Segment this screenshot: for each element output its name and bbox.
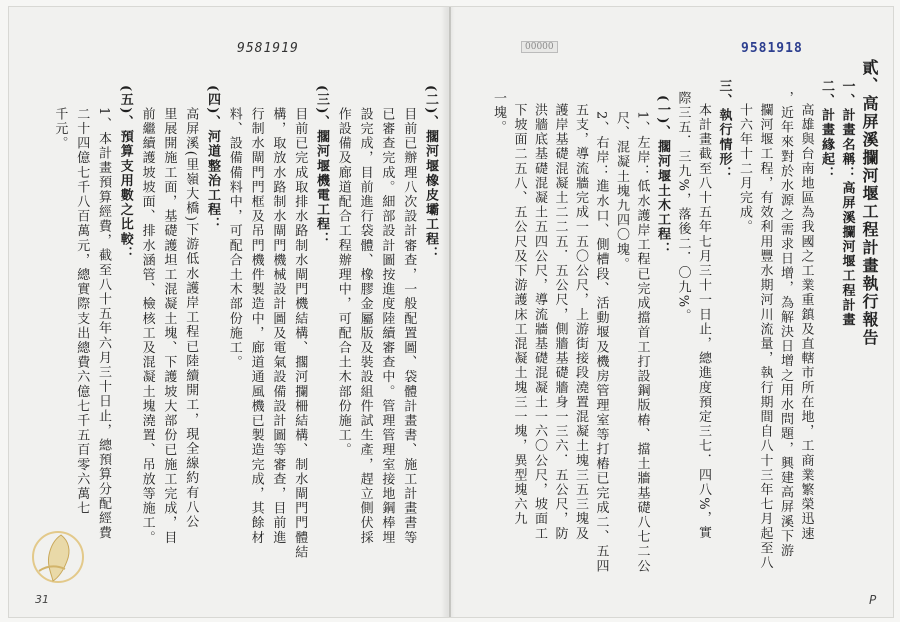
handwritten-number: 9581919	[237, 41, 299, 56]
right-text-column: 五支，導流牆完成一五〇公尺，上游街接段澆置混凝土塊三五三塊及	[573, 103, 588, 541]
right-text-column: 洪牆底基礎混凝土五四公尺，導流牆基礎混凝土一六〇公尺，坡面工	[532, 103, 547, 541]
document-spread	[8, 6, 894, 618]
page-number: 31	[35, 593, 49, 606]
right-text-column: 下坡面二五八、五公尺及下游護床工混凝土塊三一塊，異型塊六九	[511, 103, 527, 527]
right-page	[451, 7, 893, 617]
right-text-column: 高雄與台南地區為我國之工業重鎮及直轄市所在地，工商業繁榮迅速	[798, 103, 814, 541]
right-text-column: 一、計畫名稱：高屏溪攔河堰工程計畫	[839, 79, 855, 328]
taiwan-map-logo-icon	[31, 527, 85, 587]
right-text-column: 際三五．三九%，落後二．〇九%。	[675, 91, 691, 324]
right-text-column: ，近年來對於水源之需求日增，為解決日增之用水問題，興建高屏溪下游	[778, 91, 793, 559]
left-text-column: 作設備及廊道配合工程辦理中，可配合土木部份施工。	[335, 107, 351, 458]
right-text-column: 一塊。	[491, 91, 506, 135]
left-text-column: (三)、擱河堰機電工程：	[314, 85, 329, 247]
right-text-column: 2、右岸：進水口、側槽段、活動堰及機房管理室等打樁已完成二、五四	[593, 111, 609, 574]
right-text-column: 本計畫截至八十五年七月三十一日止，總進度預定三七．四八%，實	[696, 103, 711, 541]
left-text-column: 里展開施工面，基礎護坦工混凝土塊、下護坡大部份已施工完成，目	[161, 107, 177, 545]
right-text-column: 貳、高屏溪攔河堰工程計畫執行報告	[860, 59, 879, 347]
left-page	[9, 7, 451, 617]
right-text-column: 1、左岸：低水護岸工程已完成擋首工打設鋼版樁、擋土牆基礎八七二公	[634, 111, 650, 574]
small-stamp: 00000	[521, 41, 558, 53]
left-text-column: 目前已辦理八次設計審查，一般配置圖、袋體計畫書、施工計畫書等	[401, 107, 417, 545]
right-text-column: 二、計畫緣起：	[819, 79, 834, 182]
right-text-column: 十六年十二月完成。	[737, 103, 752, 235]
left-text-column: 設完成，目前進行袋體、橡膠金屬版及裝設組件試生產，趕立側伏採	[357, 107, 373, 545]
stamp-number: 9581918	[741, 41, 803, 56]
left-text-column: 1、本計畫預算經費，截至八十五年六月三十日止，總預算分配經費	[96, 107, 111, 541]
left-text-column: 千元。	[52, 107, 68, 151]
right-text-column: 攔河堰工程，有效利用豐水期河川流量，執行期間自八十三年七月起至八	[757, 103, 773, 571]
left-text-column: (二)、擱河堰橡皮壩工程：	[423, 85, 438, 262]
left-text-column: (四)、河道整治工程：	[205, 85, 220, 232]
page-mark: P	[869, 593, 877, 607]
left-text-column: (五)、預算支用數之比較：	[117, 85, 133, 262]
left-text-column: 目前已完成取排水路制水閘門機結構、擱河攔柵結構、制水閘門門體結	[292, 107, 308, 560]
left-text-column: 二十四億七千八百萬元，總實際支出總費六億七千五百零六萬七	[74, 107, 90, 516]
right-text-column: 尺、混凝土塊九四〇塊。	[614, 111, 629, 272]
left-text-column: 行制水閘門門框及吊門機件製造中，廊道通風機已製造完成，其餘材	[248, 107, 264, 545]
right-text-column: (一)、擱河堰土木工程：	[655, 95, 670, 257]
right-text-column: 三、執行情形：	[716, 79, 732, 182]
left-text-column: 構，取放水路制水閘門機械設計圖及電氣設備設計圖等審查，目前進	[270, 107, 286, 545]
left-text-column: 高屏溪(里嶺大橋)下游低水護岸工程已陸續開工，現全線約有八公	[183, 107, 199, 530]
left-text-column: 前繼續護坡坡面、排水涵管、檢核工及混凝土塊澆置、吊放等施工。	[139, 107, 155, 545]
left-text-column: 已審查完成。細部設計圖按進度陸續審查中。管理管理室接地鋼棒埋	[379, 107, 395, 545]
right-text-column: 護岸基礎混凝土二二五．五公尺，側牆基礎牆身一三六．五公尺，防	[552, 103, 568, 541]
left-text-column: 料、設備備料中，可配合土木部份施工。	[226, 107, 242, 370]
